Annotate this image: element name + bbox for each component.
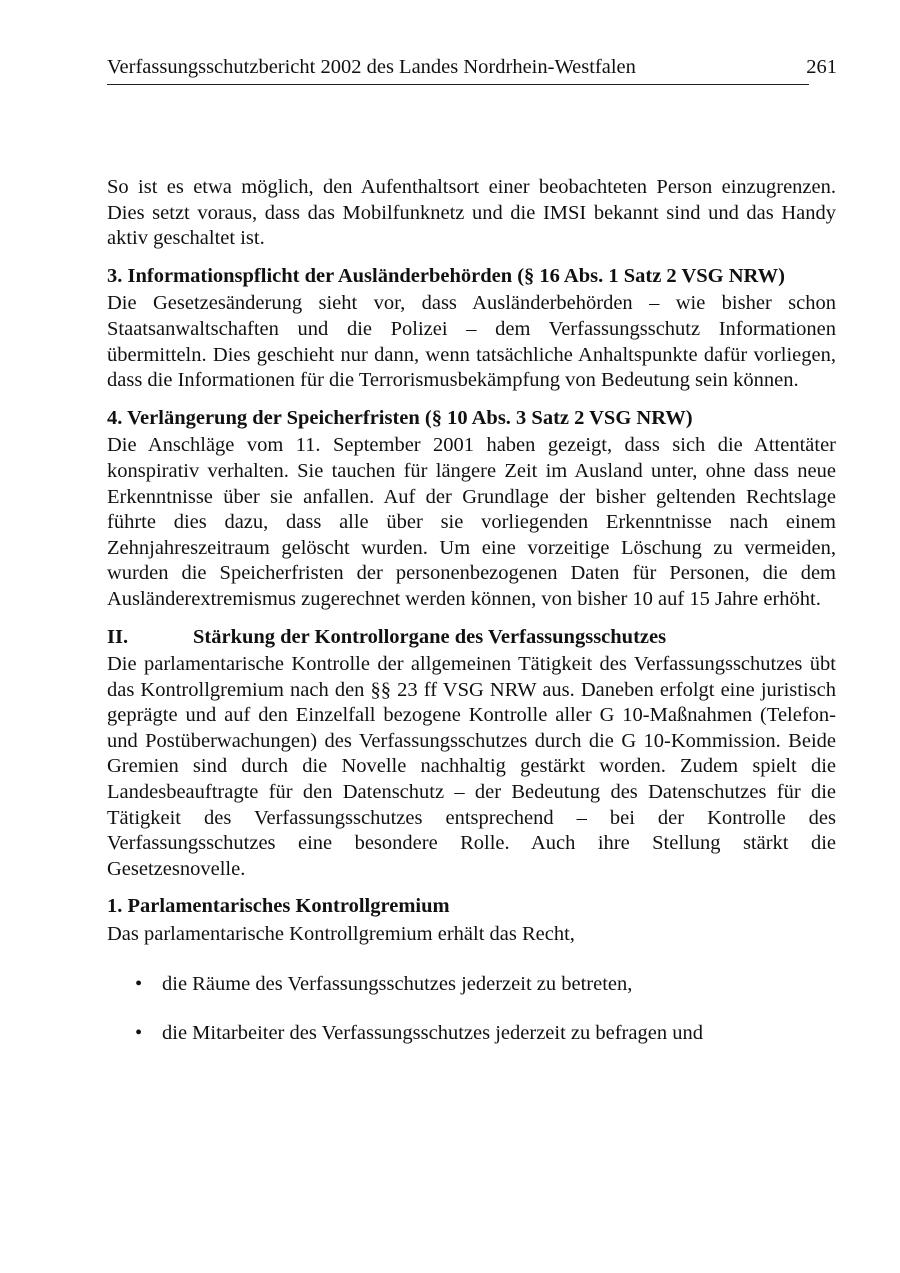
page-header [107, 54, 837, 85]
list-item: • die Räume des Verfassungsschutzes jederzeit zu betreten, [107, 972, 836, 998]
section-3-paragraph: Die Gesetzesänderung sieht vor, dass Ausländerbehörden – wie bisher schon Staatsanwaltschaften und die Polizei – dem Verfassungsschutz Informationen übermitteln. Dies geschieht nur dann, wenn tatsächliche Anhaltspunkte dafür vorliegen, dass die Informationen für die Terrorismusbekämpfung von Bedeutung sein können. [107, 292, 836, 392]
section-II-1-paragraph: Das parlamentarische Kontrollgremium erhält das Recht, [107, 923, 575, 946]
intro-paragraph: So ist es etwa möglich, den Aufenthaltsort einer beobachteten Person einzugrenzen. Dies setzt voraus, dass das Mobilfunknetz und die IMSI bekannt sind und das Handy aktiv geschaltet ist. [107, 176, 836, 250]
section-II-title: Stärkung der Kontrollorgane des Verfassungsschutzes [193, 625, 667, 648]
section-II-number: II. [107, 625, 129, 648]
section-II-1-heading: 1. Parlamentarisches Kontrollgremium [107, 895, 450, 918]
running-header-title: Verfassungsschutzbericht 2002 des Landes Nordrhein-Westfalen [107, 56, 636, 78]
list-item: • die Mitarbeiter des Verfassungsschutzes jederzeit zu befragen und [107, 1021, 836, 1047]
page-number: 261 [806, 56, 837, 78]
section-II-heading [107, 625, 836, 651]
page-body [107, 175, 836, 1047]
section-II-paragraph: Die parlamentarische Kontrolle der allgemeinen Tätigkeit des Verfassungsschutzes übt das Kontrollgremium nach den §§ 23 ff VSG NRW aus. Daneben erfolgt eine juristisch geprägte und auf den Einzelfall bezogene Kontrolle aller G 10-Maßnahmen (Telefon- und Postüberwachungen) des Verfassungsschutzes durch die G 10-Kommission. Beide Gremien sind durch die Novelle nachhaltig gestärkt worden. Zudem spielt die Landesbeauftragte für den Datenschutz – der Bedeutung des Datenschutzes für die Tätigkeit des Verfassungsschutzes entsprechend – bei der Kontrolle des Verfassungsschutzes eine besondere Rolle. Auch ihre Stellung stärkt die Gesetzesnovelle. [107, 653, 836, 880]
rights-list [107, 972, 836, 1047]
section-3-heading: 3. Informationspflicht der Ausländerbehörden (§ 16 Abs. 1 Satz 2 VSG NRW) [107, 264, 785, 287]
section-4-heading: 4. Verlängerung der Speicherfristen (§ 10 Abs. 3 Satz 2 VSG NRW) [107, 406, 693, 429]
section-4-paragraph: Die Anschläge vom 11. September 2001 haben gezeigt, dass sich die Attentäter konspirativ verhalten. Sie tauchen für längere Zeit im Ausland unter, ohne dass neue Erkenntnisse über sie anfallen. Auf der Grundlage der bisher geltenden Rechtslage führte dies dazu, dass alle über sie vorliegenden Erkenntnisse nach einem Zehnjahreszeitraum gelöscht wurden. Um eine vorzeitige Löschung zu vermeiden, wurden die Speicherfristen der personenbezogenen Daten für Personen, die dem Ausländerextremismus zugerechnet werden können, von bisher 10 auf 15 Jahre erhöht. [107, 434, 836, 610]
